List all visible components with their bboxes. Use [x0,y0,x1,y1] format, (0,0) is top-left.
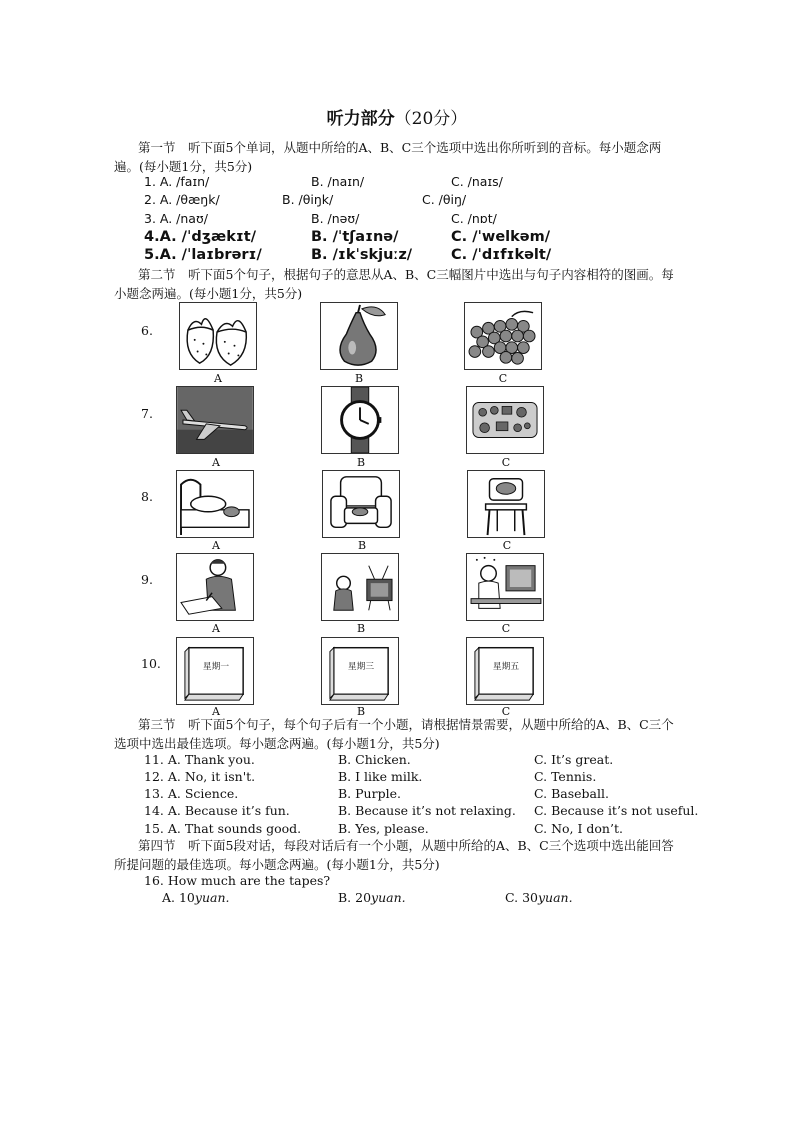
q6-label-b: B [354,372,364,385]
calendar-icon [467,638,543,704]
grapes-icon [465,303,541,369]
q9-label-b: B [356,622,366,635]
q15-option-b: B. Yes, please. [338,821,429,836]
q4-option-c: C. /ˈwelkəm/ [451,229,551,245]
q2-option-b: B. /θiŋk/ [282,192,334,207]
watch-image [321,386,399,454]
q6-label-c: C [498,372,508,385]
q14-option-c: C. Because it’s not useful. [534,803,699,818]
q16-option-a-unit: yuan. [194,890,230,905]
pear-image [320,302,398,370]
q7-number: 7. [141,406,153,421]
chair-icon [468,471,544,537]
q13-option-b: B. Purple. [338,786,401,801]
q6-number: 6. [141,323,153,338]
q3-option-b: B. /nəʊ/ [311,211,360,226]
calendar-friday-image [466,637,544,705]
watch-icon [322,387,398,453]
calendar-wednesday-image [321,637,399,705]
student-writing-icon [177,554,253,620]
q8-label-c: C [502,539,512,552]
airplane-image [176,386,254,454]
q1-option-b: B. /naɪn/ [311,174,365,189]
title-text: 听力部分 [326,109,395,129]
watching-tv-icon [322,554,398,620]
page-title [0,104,794,129]
homework-image [176,553,254,621]
q16-option-c-unit: yuan. [537,890,573,905]
q5-option-a: 5.A. /ˈlaɪbrərɪ/ [144,247,262,263]
computer-icon [467,554,543,620]
q14-option-b: B. Because it’s not relaxing. [338,803,516,818]
q3-option-c: C. /nɒt/ [451,211,497,226]
q16-question: 16. How much are the tapes? [144,873,331,888]
q10-label-c: C [501,705,511,718]
q16-option-a-amount: A. 10 [162,890,195,905]
q1-option-c: C. /naɪs/ [451,174,503,189]
q9-number: 9. [141,572,153,587]
q8-number: 8. [141,489,153,504]
q11-option-c: C. It’s great. [534,752,614,767]
q7-label-a: A [212,456,220,469]
q5-option-c: C. /ˈdɪfɪkəlt/ [451,247,552,263]
q16-option-b-unit: yuan. [371,890,406,905]
grapes-image [464,302,542,370]
calendar-text-wednesday: 星期三 [347,662,375,673]
q12-option-c: C. Tennis. [534,769,597,784]
armchair-image [322,470,400,538]
q7-label-b: B [356,456,366,469]
title-points: （20分） [394,109,468,129]
q10-label-b: B [356,705,366,718]
q16-option-b-amount: B. 20 [338,890,372,905]
strawberry-image [179,302,257,370]
q16-option-b [338,890,406,905]
q3-option-a: 3. A. /naʊ/ [144,211,208,226]
q9-label-a: A [212,622,220,635]
section4-header: 第四节 听下面5段对话，每段对话后有一个小题，从题中所给的A、B、C三个选项中选出能回答所提问题的最佳选项。每小题念两遍。(每小题1分，共5分) [114,838,674,872]
q16-option-c [505,890,573,905]
airplane-icon [177,387,253,453]
calendar-text-monday: 星期一 [202,662,230,673]
q8-label-b: B [357,539,367,552]
section1-header: 第一节 听下面5个单词，从题中所给的A、B、C三个选项中选出你所听到的音标。每小题念两遍。(每小题1分，共5分) [114,140,662,174]
q10-label-a: A [212,705,220,718]
calendar-icon [177,638,253,704]
q12-option-b: B. I like milk. [338,769,423,784]
q10-number: 10. [141,656,161,671]
q1-option-a: 1. A. /faɪn/ [144,174,210,189]
pear-icon [321,303,397,369]
q2-option-a: 2. A. /θæŋk/ [144,192,220,207]
q14-option-a: 14. A. Because it’s fun. [144,803,290,818]
q15-option-a: 15. A. That sounds good. [144,821,302,836]
q4-option-b: B. /ˈtʃaɪnə/ [311,229,399,245]
armchair-icon [323,471,399,537]
q16-option-c-amount: C. 30 [505,890,538,905]
calendar-icon [322,638,398,704]
calendar-monday-image [176,637,254,705]
q7-label-c: C [501,456,511,469]
q16-option-a [162,890,229,905]
q2-option-c: C. /θiŋ/ [422,192,467,207]
strawberry-icon [180,303,256,369]
calendar-text-friday: 星期五 [492,662,520,673]
section3-header: 第三节 听下面5个句子，每个句子后有一个小题，请根据情景需要，从题中所给的A、B、C三个选项中选出最佳选项。每小题念两遍。(每小题1分，共5分) [114,717,674,751]
q4-option-a: 4.A. /ˈdʒækɪt/ [144,229,257,245]
q15-option-c: C. No, I don’t. [534,821,623,836]
q11-option-b: B. Chicken. [338,752,411,767]
chair-image [467,470,545,538]
q13-option-c: C. Baseball. [534,786,609,801]
bed-icon [177,471,253,537]
computer-image [466,553,544,621]
q12-option-a: 12. A. No, it isn't. [144,769,256,784]
q9-label-c: C [501,622,511,635]
bed-image [176,470,254,538]
q8-label-a: A [212,539,220,552]
snacks-image [466,386,544,454]
q6-label-a: A [214,372,222,385]
food-tray-icon [467,387,543,453]
section2-header: 第二节 听下面5个句子，根据句子的意思从A、B、C三幅图片中选出与句子内容相符的图画。每小题念两遍。(每小题1分，共5分) [114,267,674,301]
q5-option-b: B. /ɪkˈskjuːz/ [311,247,413,263]
tv-image [321,553,399,621]
q11-option-a: 11. A. Thank you. [144,752,255,767]
q13-option-a: 13. A. Science. [144,786,239,801]
